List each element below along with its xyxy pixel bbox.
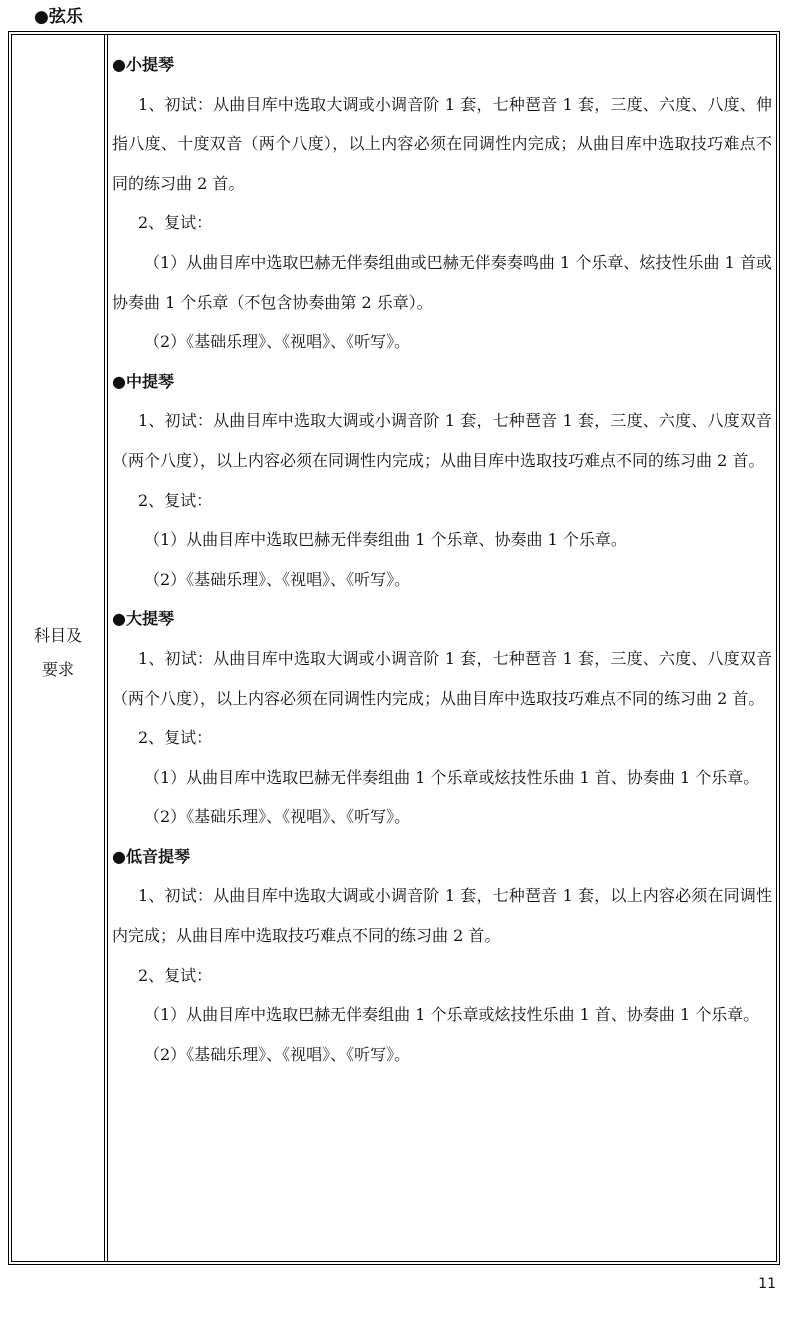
requirement-paragraph: 2、复试： bbox=[138, 965, 213, 985]
requirement-paragraph: （1）从曲目库中选取巴赫无伴奏组曲或巴赫无伴奏奏鸣曲 1 个乐章、炫技性乐曲 1 首或协奏曲 1 个乐章（不包含协奏曲第 2 乐章）。 bbox=[112, 252, 772, 312]
requirement-paragraph: 2、复试： bbox=[138, 213, 213, 233]
requirement-paragraph: （1）从曲目库中选取巴赫无伴奏组曲 1 个乐章、协奏曲 1 个乐章。 bbox=[144, 530, 627, 550]
content-cell bbox=[112, 45, 772, 1074]
requirement-paragraph: （1）从曲目库中选取巴赫无伴奏组曲 1 个乐章或炫技性乐曲 1 首、协奏曲 1 个乐章。 bbox=[144, 1005, 760, 1025]
requirement-paragraph: 1、初试：从曲目库中选取大调或小调音阶 1 套，七种琶音 1 套，三度、六度、八度双音（两个八度），以上内容必须在同调性内完成；从曲目库中选取技巧难点不同的练习曲 2 首。 bbox=[112, 411, 772, 470]
requirement-paragraph: 1、初试：从曲目库中选取大调或小调音阶 1 套，七种琶音 1 套，以上内容必须在同调性内完成；从曲目库中选取技巧难点不同的练习曲 2 首。 bbox=[112, 886, 772, 946]
requirements-table bbox=[8, 31, 780, 1265]
requirement-paragraph: 1、初试：从曲目库中选取大调或小调音阶 1 套，七种琶音 1 套，三度、六度、八度双音（两个八度），以上内容必须在同调性内完成；从曲目库中选取技巧难点不同的练习曲 2 首。 bbox=[112, 648, 772, 708]
requirement-paragraph: 1、初试：从曲目库中选取大调或小调音阶 1 套，七种琶音 1 套，三度、六度、八度、伸指八度、十度双音（两个八度），以上内容必须在同调性内完成；从曲目库中选取技巧难点不同的练习曲 2 首。 bbox=[112, 94, 772, 193]
requirement-paragraph: （2）《基础乐理》、《视唱》、《听写》。 bbox=[144, 569, 411, 589]
section-title: ●弦乐 bbox=[34, 7, 83, 27]
column-divider bbox=[107, 35, 108, 1261]
requirement-paragraph: （1）从曲目库中选取巴赫无伴奏组曲 1 个乐章或炫技性乐曲 1 首、协奏曲 1 个乐章。 bbox=[144, 767, 760, 787]
requirement-paragraph: （2）《基础乐理》、《视唱》、《听写》。 bbox=[144, 332, 411, 352]
instrument-heading: ●低音提琴 bbox=[112, 846, 190, 866]
instrument-heading: ●中提琴 bbox=[112, 371, 174, 391]
requirement-paragraph: 2、复试： bbox=[138, 728, 213, 748]
requirement-paragraph: （2）《基础乐理》、《视唱》、《听写》。 bbox=[144, 807, 411, 827]
requirement-paragraph: （2）《基础乐理》、《视唱》、《听写》。 bbox=[144, 1044, 411, 1064]
subject-requirements-label: 科目及要求 bbox=[33, 626, 82, 679]
instrument-heading: ●小提琴 bbox=[112, 55, 174, 74]
instrument-heading: ●大提琴 bbox=[112, 609, 174, 629]
requirement-paragraph: 2、复试： bbox=[138, 490, 213, 510]
page-number: 11 bbox=[758, 1276, 776, 1292]
table-inner-border bbox=[11, 34, 777, 1262]
label-cell bbox=[12, 35, 105, 1261]
